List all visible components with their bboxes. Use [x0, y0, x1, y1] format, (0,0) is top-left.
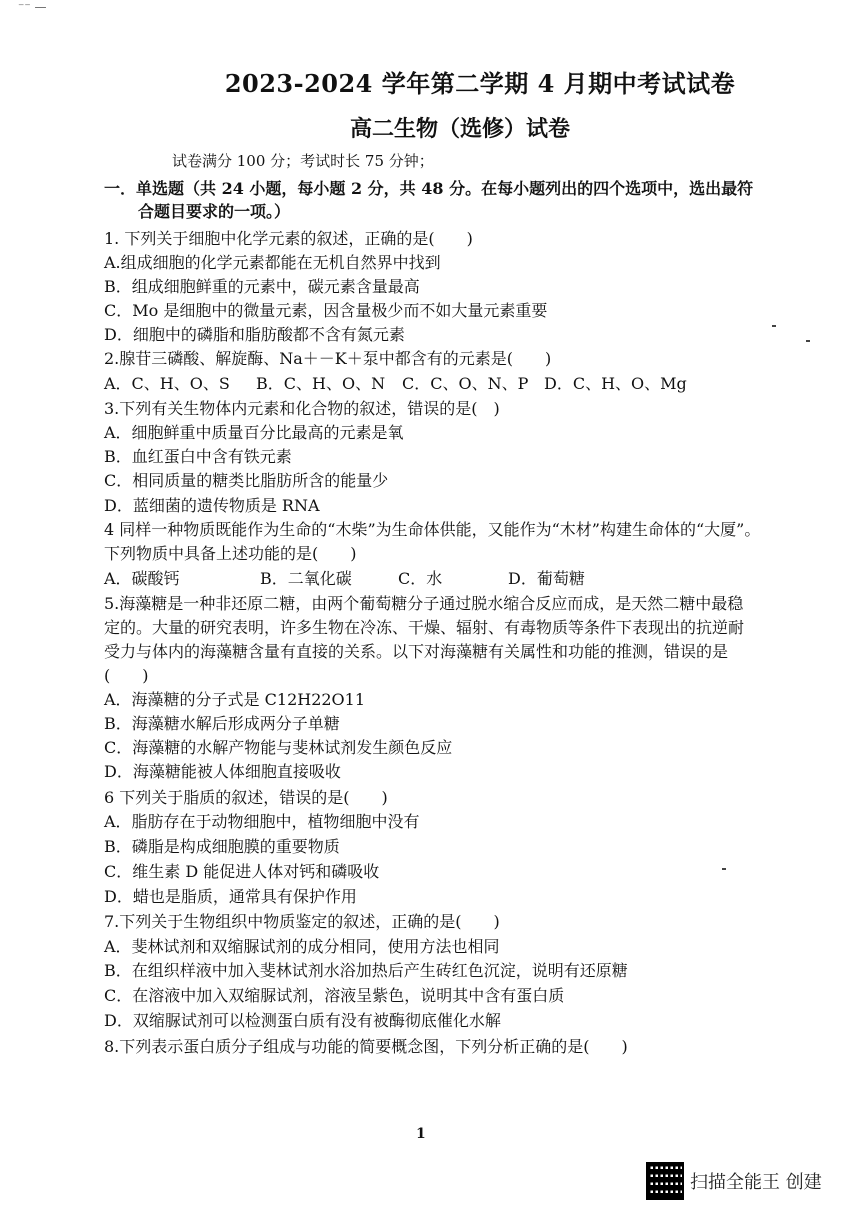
exam-subtitle: 高二生物（选修）试卷	[349, 116, 570, 142]
q6-option-c: C．维生素 D 能促进人体对钙和磷吸收	[104, 862, 380, 881]
q1-option-d: D．细胞中的磷脂和脂肪酸都不含有氮元素	[104, 325, 405, 344]
watermark-text: 扫描全能王 创建	[690, 1172, 822, 1193]
question-4-cont: 下列物质中具备上述功能的是( )	[104, 544, 357, 563]
q2-option-b: B．C、H、O、N	[256, 374, 386, 393]
q3-option-c: C．相同质量的糖类比脂肪所含的能量少	[104, 471, 389, 490]
section-heading: 一．单选题（共 24 小题，每小题 2 分，共 48 分。在每小题列出的四个选项中，选出最符	[104, 179, 754, 198]
q3-option-b: B．血红蛋白中含有铁元素	[104, 447, 292, 466]
q2-option-c: C．C、O、N、P	[402, 374, 529, 393]
scan-speck	[806, 340, 810, 342]
exam-meta: 试卷满分 100 分；考试时长 75 分钟；	[172, 152, 434, 170]
q7-option-b: B．在组织样液中加入斐林试剂水浴加热后产生砖红色沉淀，说明有还原糖	[104, 961, 628, 980]
question-5: 5.海藻糖是一种非还原二糖，由两个葡萄糖分子通过脱水缩合反应而成，是天然二糖中最稳	[104, 594, 744, 613]
corner-mark: ⁻⁻ —	[18, 0, 47, 14]
q3-option-d: D．蓝细菌的遗传物质是 RNA	[104, 496, 320, 515]
exam-title: 2023-2024 学年第二学期 4 月期中考试试卷	[224, 69, 736, 98]
section-heading-cont: 合题目要求的一项。）	[138, 202, 291, 221]
question-8: 8.下列表示蛋白质分子组成与功能的简要概念图，下列分析正确的是( )	[104, 1037, 628, 1056]
q1-option-b: B．组成细胞鲜重的元素中，碳元素含量最高	[104, 277, 420, 296]
qr-code-icon	[646, 1162, 684, 1200]
q5-option-c: C．海藻糖的水解产物能与斐林试剂发生颜色反应	[104, 738, 453, 757]
q5-option-d: D．海藻糖能被人体细胞直接吸收	[104, 762, 341, 781]
scan-speck	[772, 325, 776, 327]
question-7: 7.下列关于生物组织中物质鉴定的叙述，正确的是( )	[104, 912, 500, 931]
question-4: 4 同样一种物质既能作为生命的“木柴”为生命体供能，又能作为“木材”构建生命体的“大厦”。	[104, 520, 761, 539]
q2-options	[104, 371, 687, 394]
question-5-cont1: 定的。大量的研究表明，许多生物在冷冻、干燥、辐射、有毒物质等条件下表现出的抗逆耐	[104, 618, 745, 637]
q2-option-a: A．C、H、O、S	[104, 374, 230, 393]
question-5-cont2: 受力与体内的海藻糖含量有直接的关系。以下对海藻糖有关属性和功能的推测，错误的是	[104, 642, 729, 661]
q4-options	[104, 566, 585, 589]
q4-option-b: B．二氧化碳	[260, 569, 352, 588]
q7-option-a: A．斐林试剂和双缩脲试剂的成分相同，使用方法也相同	[104, 937, 500, 956]
q1-option-a: A.组成细胞的化学元素都能在无机自然界中找到	[104, 253, 441, 272]
question-3: 3.下列有关生物体内元素和化合物的叙述，错误的是( )	[104, 399, 500, 418]
q7-option-c: C．在溶液中加入双缩脲试剂，溶液呈紫色，说明其中含有蛋白质	[104, 986, 565, 1005]
q4-option-d: D．葡萄糖	[508, 569, 585, 588]
q4-option-a: A．碳酸钙	[104, 569, 180, 588]
q6-option-b: B．磷脂是构成细胞膜的重要物质	[104, 837, 340, 856]
q6-option-a: A．脂肪存在于动物细胞中，植物细胞中没有	[104, 812, 420, 831]
q2-option-d: D．C、H、O、Mg	[544, 374, 687, 393]
page-number: 1	[416, 1126, 426, 1142]
q1-option-c: C．Mo 是细胞中的微量元素，因含量极少而不如大量元素重要	[104, 301, 548, 320]
q5-option-b: B．海藻糖水解后形成两分子单糖	[104, 714, 340, 733]
q7-option-d: D．双缩脲试剂可以检测蛋白质有没有被酶彻底催化水解	[104, 1011, 501, 1030]
q6-option-d: D．蜡也是脂质，通常具有保护作用	[104, 887, 357, 906]
q5-option-a: A．海藻糖的分子式是 C12H22O11	[104, 690, 366, 709]
question-6: 6 下列关于脂质的叙述，错误的是( )	[104, 788, 388, 807]
scan-speck	[722, 868, 726, 870]
question-1: 1. 下列关于细胞中化学元素的叙述，正确的是( )	[104, 229, 473, 248]
scanner-watermark	[646, 1162, 822, 1200]
q4-option-c: C．水	[398, 569, 443, 588]
q3-option-a: A．细胞鲜重中质量百分比最高的元素是氧	[104, 423, 404, 442]
question-2: 2.腺苷三磷酸、解旋酶、Na＋－K＋泵中都含有的元素是( )	[104, 349, 552, 368]
question-5-cont3: ( )	[104, 666, 149, 685]
